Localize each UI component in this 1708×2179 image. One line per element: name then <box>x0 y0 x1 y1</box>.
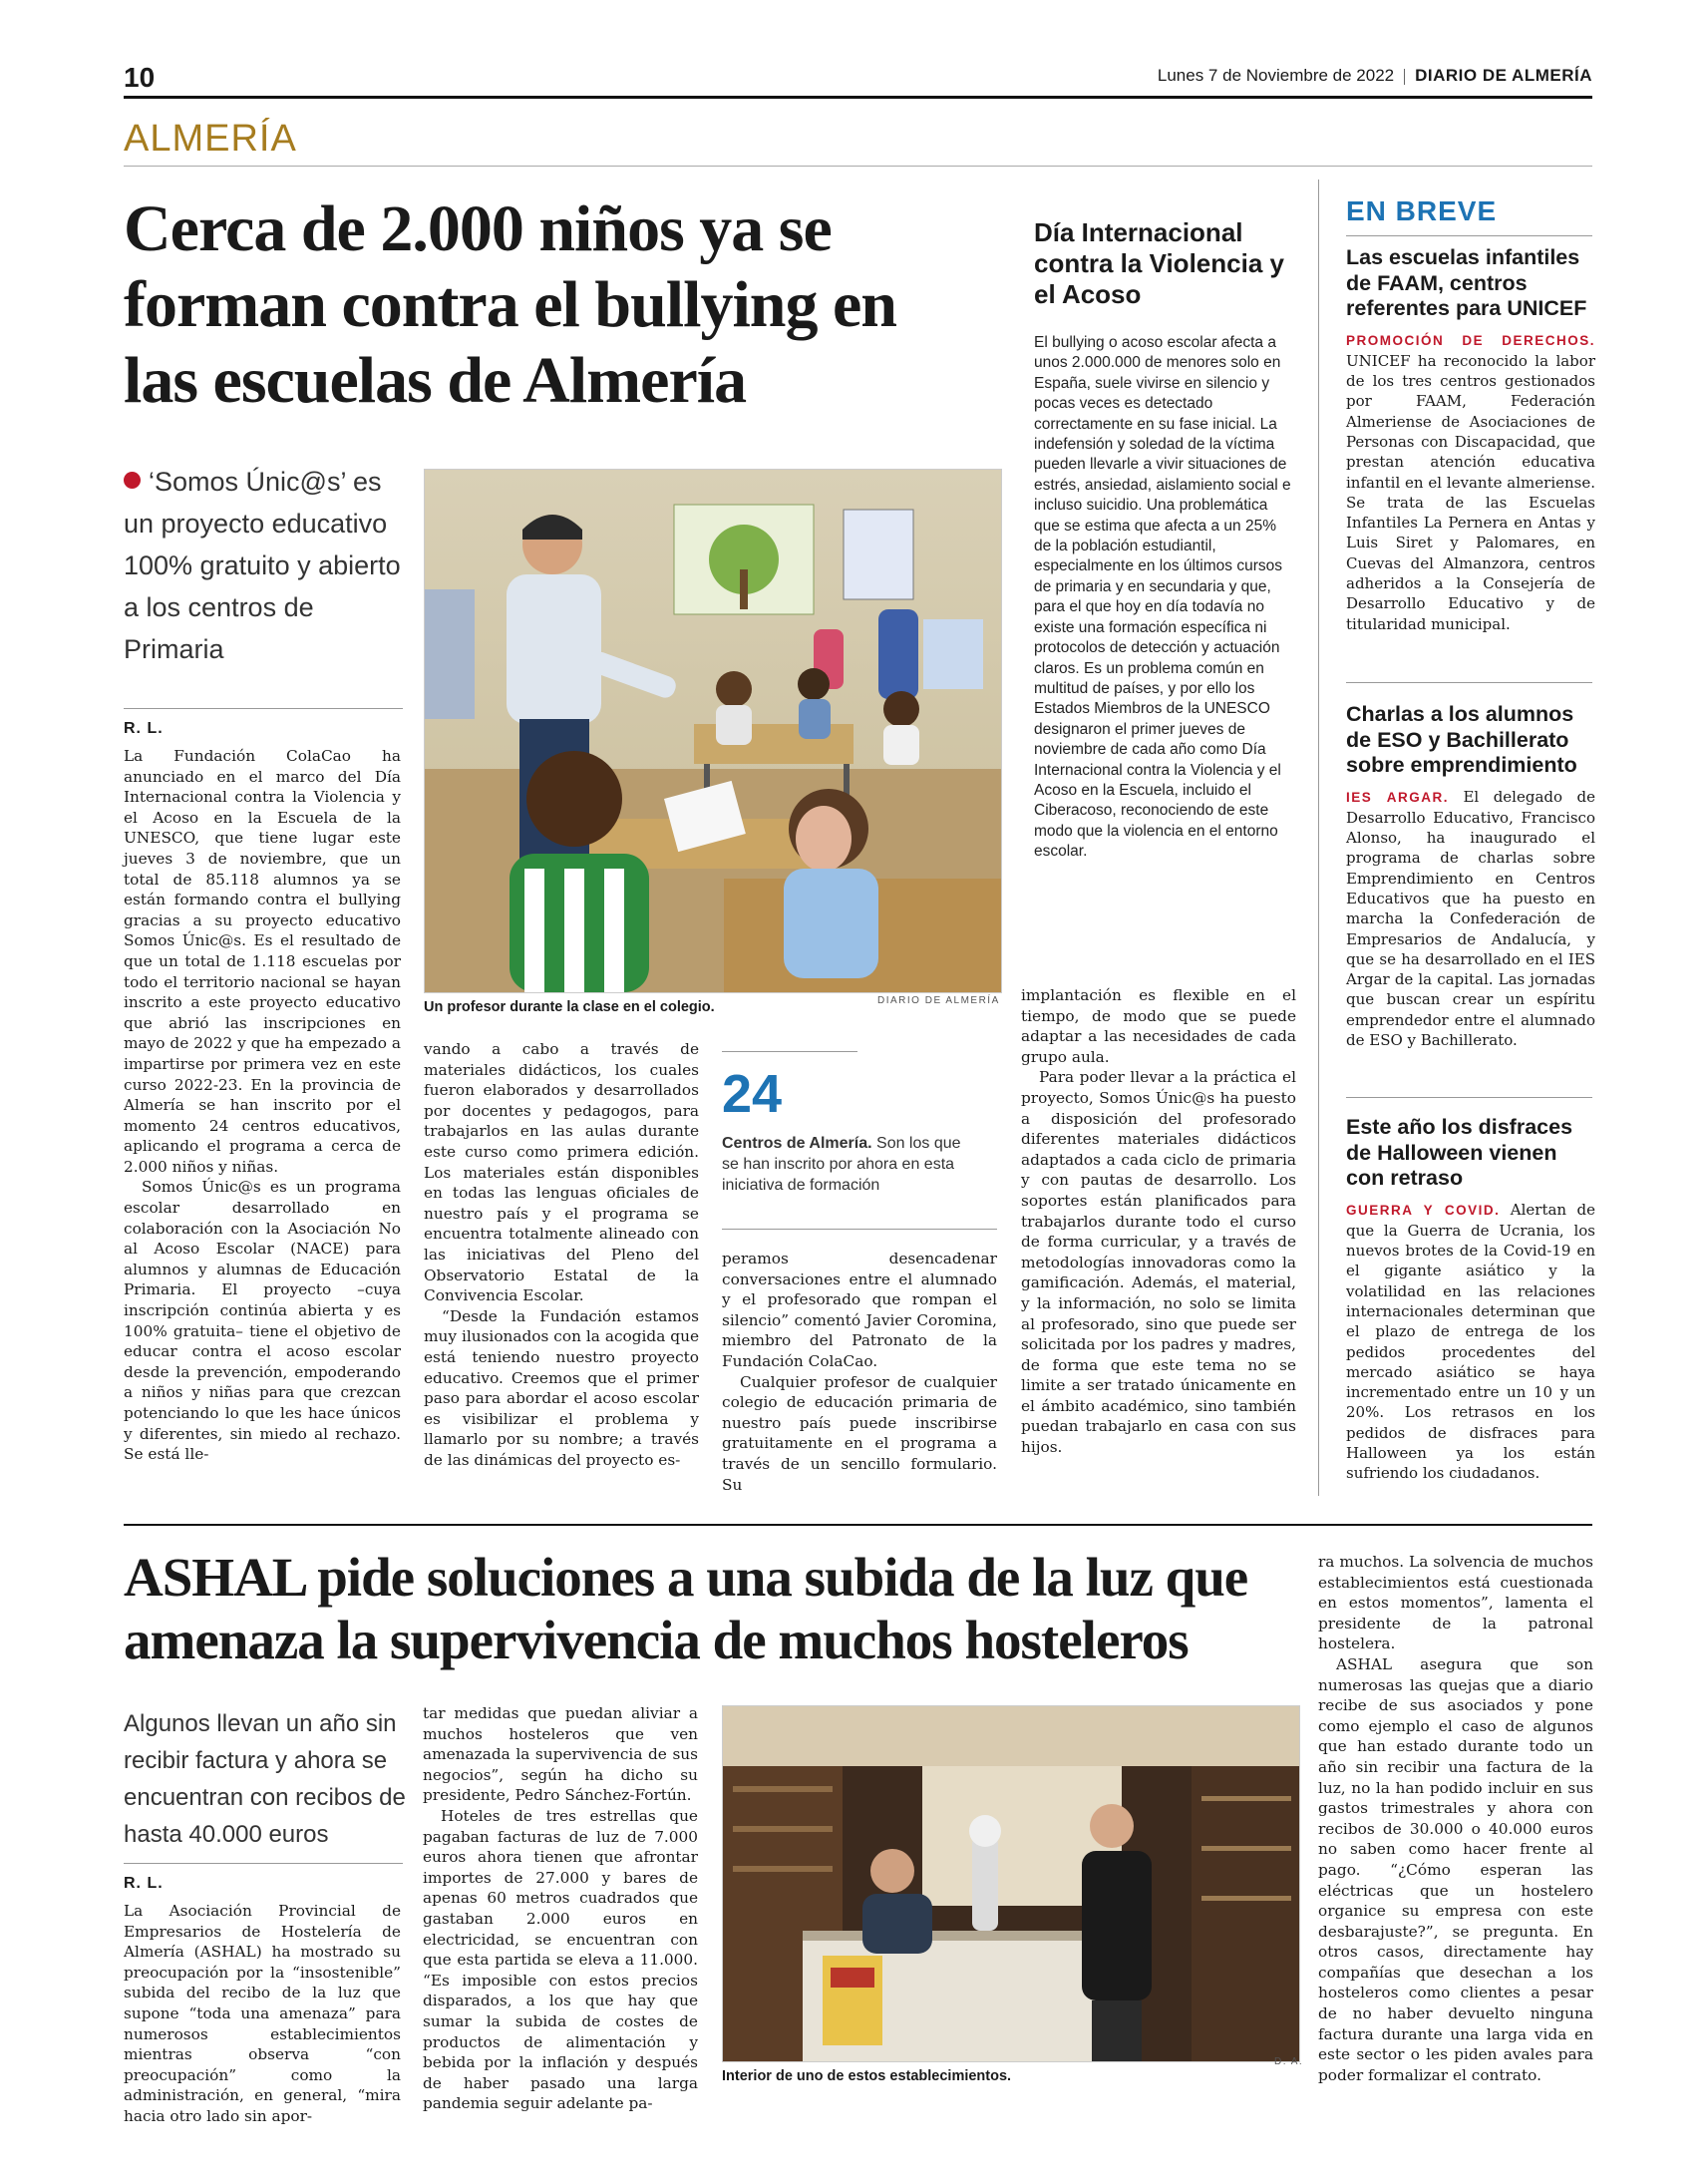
paragraph: ASHAL asegura que son numerosas las quejas que a diario recibe de sus asociados y pone como ejemplo el caso de algunos que han estado durante todo un año sin recibir una factura de la luz, no la han podido incluir en sus gastos trimestrales y ahora con recibos de 30.000 o 40.000 euros no saben como hacer frente al pago. “¿Cómo esperan las eléctricas que un hostelero organice su empresa con este desbarajuste?”, se pregunta. En otros casos, directamente hay compañías que desechan a los hosteleros como clientes a pesar de no haber devuelto ninguna factura durante una larga vida en este sector o les piden avales para poder formalizar el contrato. <box>1318 1654 1593 2084</box>
paragraph: implantación es flexible en el tiempo, de modo que se puede adaptar a las necesidades de cada grupo aula. <box>1021 986 1296 1066</box>
stat-description: Centros de Almería. Son los que se han inscrito por ahora en esta iniciativa de formación <box>722 1135 961 1194</box>
second-byline: R. L. <box>124 1875 164 1892</box>
sidebar-body: El bullying o acoso escolar afecta a unos 2.000.000 de menores solo en España, suele vivirse en silencio y pocas veces es detectado correctamente en su fase inicial. La indefensión y soledad de la víctima pueden llevarle a vivir situaciones de estrés, ansiedad, aislamiento social e incluso suicidio. Una problemática que se estima que afecta a un 25% de la población estudiantil, especialmente en los últimos cursos de primaria y en secundaria y que, para el que hoy en día todavía no existe una formación específica ni protocolos de detección y actuación claros. Es un problema común en multitud de países, y por ello los Estados Miembros de la UNESCO designaron el primer jueves de noviembre de cada año como Día Internacional contra la Violencia y el Acoso en la Escuela, incluido el Ciberacoso, reconociendo de este modo que la violencia en el entorno escolar. <box>1034 334 1291 861</box>
second-body-col3 <box>1318 1552 1593 2085</box>
main-body-col1 <box>124 746 401 1465</box>
paragraph: Hoteles de tres estrellas que pagaban facturas de luz de 7.000 euros ahora tienen que afrontar importes de 27.000 y bares de apenas 60 metros cuadrados que gastaban 2.000 euros en electricidad, se encuentran con que esta partida se eleva a 11.000. “Es imposible con estos precios disparados, a los que hay que sumar la subida de costes de productos de alimentación y bebida por la inflación y después de haber pasado una larga pandemia seguir adelante pa- <box>423 1806 698 2113</box>
byline-rule <box>124 708 403 709</box>
second-subheadline: Algunos llevan un año sin recibir factura y ahora se encuentran con recibos de hasta 40.000 euros <box>124 1710 406 1848</box>
brief-title: Las escuelas infantiles de FAAM, centros referentes para UNICEF <box>1346 245 1587 320</box>
red-bullet-icon <box>124 472 141 489</box>
stat-rule <box>722 1051 857 1052</box>
sidebar-title: Día Internacional contra la Violencia y el Acoso <box>1034 217 1284 309</box>
en-breve-rule <box>1346 235 1592 236</box>
page-number: 10 <box>124 62 156 93</box>
brief-rule <box>1346 682 1592 683</box>
column-divider <box>1318 180 1319 1496</box>
bar-photo-caption: Interior de uno de estos establecimientos. <box>722 2068 1012 2084</box>
classroom-photo-caption: Un profesor durante la clase en el colegio. <box>424 999 715 1015</box>
dateline <box>1158 66 1592 86</box>
section-title: ALMERÍA <box>124 118 297 160</box>
paragraph: “Desde la Fundación estamos muy ilusionados con la acogida que está teniendo nuestro proyecto educativo. Creemos que el primer paso para abordar el acoso escolar es visibilizar el problema y llamarlo por su nombre; a través de las dinámicas del proyecto es- <box>424 1306 699 1469</box>
brief-item <box>1346 702 1595 1050</box>
paragraph: tar medidas que puedan aliviar a muchos hosteleros que ven amenazada la supervivencia de sus negocios”, según ha dicho su presidente, Pedro Sánchez-Fortún. <box>423 1704 698 1805</box>
main-subheadline: ‘Somos Únic@s’ es un proyecto educativo 100% gratuito y abierto a los centros de Primaria <box>124 467 401 664</box>
main-body-col4 <box>1021 985 1296 1458</box>
bar-interior-illustration <box>723 1706 1299 2061</box>
paragraph: Para poder llevar a la práctica el proyecto, Somos Únic@s ha puesto a disposición del profesorado diferentes materiales didácticos adaptados a cada ciclo de primaria y con pautas de desarrollo. Los soportes están planificados para trabajarlos durante todo el curso de forma curricular, y a través de metodologías innovadoras como la gamificación. Además, el material, y la información, no solo se limita al profesorado, sino que puede ser solicitada por los padres y madres, de forma que este tema no se limite a ser tratado únicamente en el ámbito académico, sino también puedan trabajarlo en casa con sus hijos. <box>1021 1068 1296 1457</box>
stat-number: 24 <box>722 1064 783 1124</box>
second-headline: ASHAL pide soluciones a una subida de la luz que amenaza la supervivencia de muchos hosteleros <box>124 1547 1248 1670</box>
paragraph: La Fundación ColaCao ha anunciado en el marco del Día Internacional contra la Violencia y el Acoso en la Escuela de la UNESCO, que tiene lugar este jueves 3 de noviembre, que un total de 85.118 alumnos ya se están formando contra el bullying gracias a su proyecto educativo Somos Únic@s. Es el resultado de que un total de 1.118 escuelas por todo el territorio nacional se hayan inscrito a este proyecto educativo que abrió las inscripciones en mayo de 2022 y que ha empezado a impartirse por primera vez en este curso 2022-23. En la provincia de Almería se han inscrito por el momento 24 centros educativos, aplicando el programa a cerca de 2.000 niños y niñas. <box>124 747 401 1176</box>
classroom-illustration <box>425 470 1001 992</box>
section-rule <box>124 166 1592 167</box>
stat-bottom-rule <box>722 1229 997 1230</box>
header-rule <box>124 96 1592 99</box>
paragraph: Somos Únic@s es un programa escolar desarrollado en colaboración con la Asociación No al Acoso Escolar (NACE) para alumnos y alumnas de Educación Primaria. El proyecto –cuya inscripción continúa abierta y es 100% gratuita– tiene el objetivo de educar contra el acoso escolar desde la prevención, empoderando a niños y niñas para que crezcan potenciando lo que les hace únicos y diferentes, sin miedo al rechazo. Se está lle- <box>124 1178 401 1464</box>
brief-body: GUERRA Y COVID. Alertan de que la Guerra de Ucrania, los nuevos brotes de la Covid-19 en el gigante asiático y la volatilidad en las relaciones internacionales determinan que el plazo de entrega de los pedidos procedentes del mercado asiático se haya incrementado entre un 10 y un 20%. Los retrasos en los pedidos de disfraces para Halloween ya los están sufriendo los ciudadanos. <box>1346 1200 1595 1483</box>
paragraph: vando a cabo a través de materiales didácticos, los cuales fueron elaborados y desarrollados por docentes y pedagogos, para trabajarlos en las aulas durante este curso como primera edición. Los materiales están disponibles en todas las lenguas oficiales de nuestro país y el programa se encuentra totalmente alineado con las iniciativas del Pleno del Observatorio Estatal de la Convivencia Escolar. <box>424 1040 699 1305</box>
main-body-col2 <box>424 1039 699 1470</box>
byline-rule <box>124 1863 403 1864</box>
brief-body: PROMOCIÓN DE DERECHOS. UNICEF ha reconocido la labor de los tres centros gestionados por FAAM, Federación Almeriense de Asociaciones de Personas con Discapacidad, que prestan atención educativa infantil en el levante almeriense. Se trata de las Escuelas Infantiles La Pernera en Antas y Luis Siret y Palomares, en Cuevas del Almanzora, centros adheridos a la Consejería de Desarrollo Educativo y de titularidad municipal. <box>1346 332 1595 633</box>
brief-rule <box>1346 1097 1592 1098</box>
paragraph: La Asociación Provincial de Empresarios de Hostelería de Almería (ASHAL) ha mostrado su preocupación por la “insostenible” subida del recibo de la luz que supone “toda una amenaza” para numerosos establecimientos mientras observa “con preocupación” como la administración, en general, “mira hacia otro lado sin apor- <box>124 1902 401 2125</box>
brief-item <box>1346 1115 1595 1484</box>
main-byline: R. L. <box>124 720 164 737</box>
brief-lead: GUERRA Y COVID. <box>1346 1202 1501 1218</box>
paragraph: Cualquier profesor de cualquier colegio de educación primaria de nuestro país puede inscribirse gratuitamente en el programa a través de un sencillo formulario. Su <box>722 1372 997 1494</box>
second-body-col1 <box>124 1901 401 2127</box>
bar-photo-credit: D. A. <box>1274 2056 1304 2067</box>
second-body-col2 <box>423 1703 698 2114</box>
brief-lead: IES ARGAR. <box>1346 789 1449 805</box>
brief-body: IES ARGAR. El delegado de Desarrollo Educativo, Francisco Alonso, ha inaugurado el programa de charlas sobre Emprendimiento en Centros Educativos que ha puesto en marcha la Confederación de Empresarios de Andalucía, y que se ha desarrollado en el IES Argar de la capital. Las jornadas que buscan crear un espíritu emprendedor entre el alumnado de ESO y Bachillerato. <box>1346 787 1595 1050</box>
classroom-photo-credit: DIARIO DE ALMERÍA <box>877 995 1000 1006</box>
brief-item <box>1346 245 1595 634</box>
en-breve-label: EN BREVE <box>1346 195 1498 226</box>
issue-date: Lunes 7 de Noviembre de 2022 <box>1157 66 1395 85</box>
bar-photo <box>722 1705 1300 2062</box>
brief-lead: PROMOCIÓN DE DERECHOS. <box>1346 332 1595 348</box>
article-divider <box>124 1524 1592 1526</box>
main-headline: Cerca de 2.000 niños ya se forman contra el bullying en las escuelas de Almería <box>124 192 896 417</box>
paragraph: peramos desencadenar conversaciones entre el alumnado y el profesorado que rompan el silencio” comentó Javier Coromina, miembro del Patronato de la Fundación ColaCao. <box>722 1250 997 1370</box>
brief-title: Charlas a los alumnos de ESO y Bachillerato sobre emprendimiento <box>1346 702 1577 777</box>
main-body-col3 <box>722 1249 997 1495</box>
publication-name: DIARIO DE ALMERÍA <box>1415 66 1592 85</box>
stat-label: Centros de Almería. <box>722 1135 872 1152</box>
brief-title: Este año los disfraces de Halloween vienen con retraso <box>1346 1115 1573 1190</box>
classroom-photo <box>424 469 1002 993</box>
paragraph: ra muchos. La solvencia de muchos establecimientos está cuestionada en estos momentos”, lamenta el presidente de la patronal hostelera. <box>1318 1553 1593 1653</box>
